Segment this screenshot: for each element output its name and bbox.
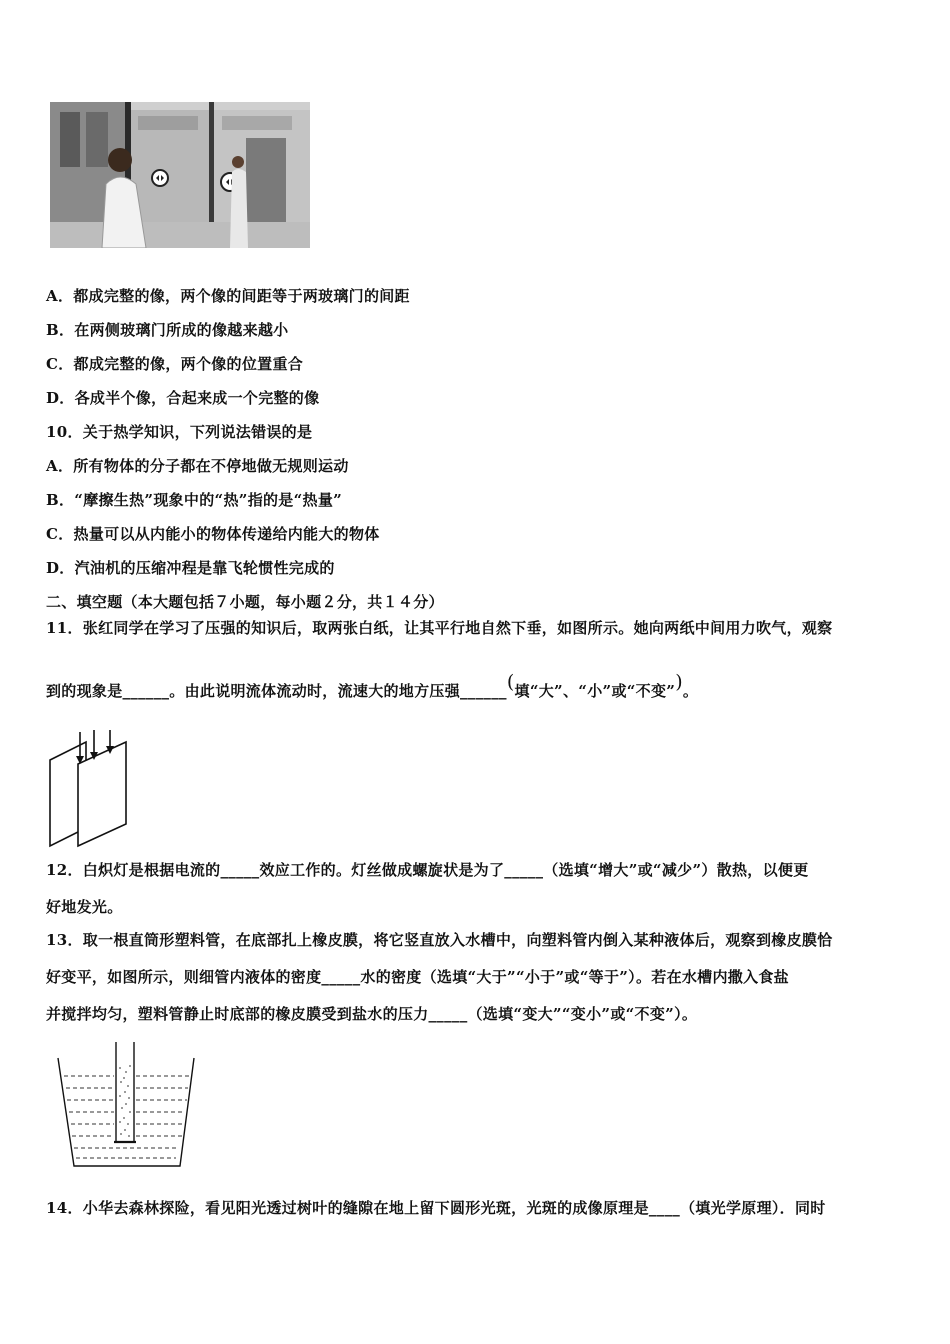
q9-option-a: A．都成完整的像，两个像的间距等于两玻璃门的间距 xyxy=(46,287,410,305)
glass-door-photo xyxy=(50,102,310,248)
section-title: 二、填空题（本大题包括７小题，每小题２分，共１４分） xyxy=(46,593,444,611)
q13-line2: 好变平，如图所示，则细管内液体的密度_____水的密度（选填“大于”“小于”或“等于”）。若在水槽内撒入食盐 xyxy=(46,968,789,986)
q14-line1: 14．小华去森林探险，看见阳光透过树叶的缝隙在地上留下圆形光斑，光斑的成像原理是____（填光学原理）．同时 xyxy=(46,1199,826,1217)
q11-line1: 11．张红同学在学习了压强的知识后，取两张白纸，让其平行地自然下垂，如图所示。她向两纸中间用力吹气，观察 xyxy=(46,619,833,637)
q10-option-c: C．热量可以从内能小的物体传递给内能大的物体 xyxy=(46,525,380,543)
q13-line3: 并搅拌均匀，塑料管静止时底部的橡皮膜受到盐水的压力_____（选填“变大”“变小”或“不变”）。 xyxy=(46,1005,698,1023)
q11-line2-c: 。 xyxy=(682,682,699,700)
q11-paren-open: ( xyxy=(506,671,515,693)
q9-option-b: B．在两侧玻璃门所成的像越来越小 xyxy=(46,321,289,339)
q9-option-d: D．各成半个像，合起来成一个完整的像 xyxy=(46,389,320,407)
q11-paren-close: ) xyxy=(675,671,683,693)
two-papers-figure xyxy=(44,728,136,848)
q11-line2 xyxy=(46,671,699,701)
q12-line1: 12．白炽灯是根据电流的_____效应工作的。灯丝做成螺旋状是为了_____（选填“增大”或“减少”）散热，以便更 xyxy=(46,861,809,879)
q10-option-b: B．“摩擦生热”现象中的“热”指的是“热量” xyxy=(46,491,343,509)
q11-line2-b: 填“大”、“小”或“不变” xyxy=(514,682,676,700)
q10-option-d: D．汽油机的压缩冲程是靠飞轮惯性完成的 xyxy=(46,559,335,577)
q13-line1: 13．取一根直筒形塑料管，在底部扎上橡皮膜，将它竖直放入水槽中，向塑料管内倒入某种液体后，观察到橡皮膜恰 xyxy=(46,931,833,949)
q9-option-c: C．都成完整的像，两个像的位置重合 xyxy=(46,355,304,373)
q12-line2: 好地发光。 xyxy=(46,898,123,916)
q10-option-a: A．所有物体的分子都在不停地做无规则运动 xyxy=(46,457,349,475)
water-tank-figure xyxy=(54,1038,198,1168)
q11-line2-a: 到的现象是______。由此说明流体流动时，流速大的地方压强______ xyxy=(46,682,507,700)
q10-stem: 10．关于热学知识，下列说法错误的是 xyxy=(46,423,313,441)
